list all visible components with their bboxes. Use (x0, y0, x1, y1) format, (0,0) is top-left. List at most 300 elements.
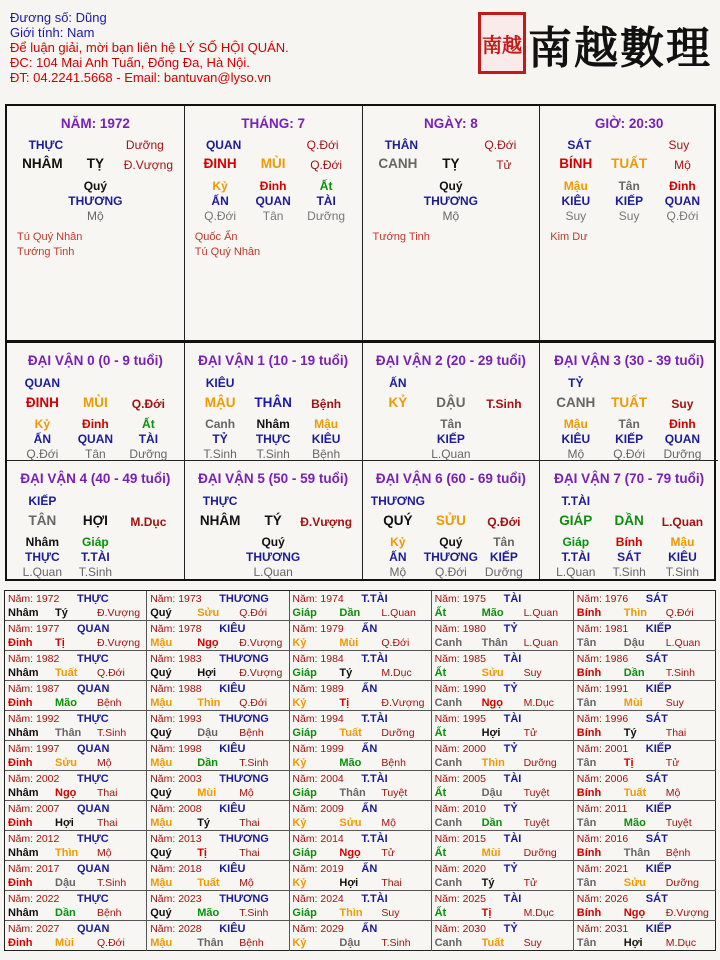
year-ten-god: T.TÀI (361, 893, 388, 905)
year-cell (289, 711, 431, 741)
year-ten-god: KIẾP (645, 803, 672, 815)
year-label: Năm: 2022 (8, 893, 60, 905)
hidden-phase: Dưỡng (307, 209, 346, 223)
year-label: Năm: 1986 (576, 653, 629, 665)
year-label: Năm: 2011 (576, 803, 628, 815)
year-stem: Kỷ (292, 817, 307, 829)
year-ten-god: TÀI (503, 653, 522, 665)
year-branch: Mão (339, 757, 362, 769)
dai-van-title: ĐẠI VẬN 2 (20 - 29 tuổi) (375, 353, 526, 368)
year-ten-god: SÁT (645, 833, 668, 845)
pillar-phase: Q.Đới (484, 138, 517, 152)
year-cell (147, 891, 289, 921)
year-stem: Tân (576, 637, 597, 649)
year-ten-god: ẤN (361, 623, 378, 635)
hidden-ten-god: TÀI (316, 194, 336, 208)
year-label: Năm: 1989 (292, 683, 344, 695)
year-branch: Hợi (55, 817, 74, 829)
year-stem: Giáp (292, 787, 317, 799)
hidden-phase: Dưỡng (663, 447, 702, 461)
year-cell (574, 681, 716, 711)
year-branch: Mùi (55, 937, 74, 949)
hidden-stem: Tân (618, 417, 640, 431)
year-phase: Bệnh (381, 757, 406, 769)
year-phase: Mộ (239, 877, 254, 889)
dai-van-stem: QUÝ (383, 513, 413, 528)
year-branch: Dậu (481, 787, 503, 799)
year-ten-god: KIÊU (219, 923, 246, 935)
hidden-ten-god: KIẾP (436, 432, 465, 446)
year-branch: Mùi (197, 787, 217, 799)
year-ten-god: QUAN (77, 623, 110, 635)
hidden-ten-god: KIÊU (561, 432, 591, 446)
year-cell (5, 771, 147, 801)
year-branch: Ngọ (481, 697, 503, 709)
hidden-ten-god: KIÊU (561, 194, 591, 208)
dai-van-branch: HỢI (82, 513, 108, 528)
year-cell (574, 771, 716, 801)
pillar-stem: NHÂM (22, 156, 63, 171)
dai-van-stem: ĐINH (25, 395, 59, 410)
year-phase: Suy (381, 907, 400, 919)
year-stem: Canh (434, 697, 463, 709)
year-label: Năm: 1973 (150, 593, 202, 605)
year-branch: Tị (623, 757, 634, 769)
year-stem: Quý (150, 727, 172, 739)
year-branch: Hợi (197, 667, 217, 679)
year-ten-god: KIẾP (645, 743, 672, 755)
year-branch: Tị (339, 697, 350, 709)
year-cell (147, 831, 289, 861)
year-branch: Hợi (623, 937, 643, 949)
year-ten-god: KIẾP (645, 923, 672, 935)
year-ten-god: KIÊU (219, 683, 246, 695)
year-stem: Đinh (8, 697, 33, 709)
year-cell (432, 711, 574, 741)
year-cell (5, 831, 147, 861)
hidden-phase: L.Quan (253, 565, 293, 579)
year-cell (5, 711, 147, 741)
dai-van-ten-god: KIÊU (205, 376, 235, 390)
year-branch: Tuất (623, 787, 647, 799)
hidden-ten-god: SÁT (617, 550, 642, 564)
year-ten-god: QUAN (77, 743, 110, 755)
hidden-ten-god: KIẾP (615, 432, 644, 446)
hidden-phase: T.Sinh (256, 447, 290, 461)
year-cell (289, 861, 431, 891)
hidden-phase: Mộ (442, 209, 460, 223)
hidden-ten-god: KIÊU (311, 432, 341, 446)
year-cell (432, 591, 574, 621)
year-stem: Canh (434, 937, 463, 949)
year-cell (5, 891, 147, 921)
hidden-ten-god: QUAN (77, 432, 114, 446)
year-ten-god: THỰC (77, 653, 109, 665)
year-ten-god: SÁT (645, 713, 668, 725)
year-ten-god: TỶ (503, 863, 518, 875)
hidden-stem: Mậu (314, 417, 339, 431)
year-ten-god: ẤN (361, 923, 378, 935)
year-label: Năm: 1992 (8, 713, 60, 725)
year-branch: Mão (481, 607, 504, 619)
year-label: Năm: 2008 (150, 803, 202, 815)
year-ten-god: KIÊU (219, 803, 246, 815)
year-ten-god: THỰC (77, 593, 109, 605)
hidden-phase: Q.Đới (666, 209, 699, 223)
hidden-ten-god: KIẾP (615, 194, 644, 208)
pillar-stem-phase: Mộ (674, 158, 691, 172)
dai-van-branch: DẦN (614, 513, 644, 528)
year-phase: Mộ (97, 847, 112, 859)
year-phase: L.Quan (665, 637, 701, 649)
year-branch: Dậu (339, 937, 361, 949)
year-cell (432, 921, 574, 951)
year-label: Năm: 2029 (292, 923, 344, 935)
year-phase: Dưỡng (665, 877, 699, 889)
year-cell (289, 741, 431, 771)
year-label: Năm: 2027 (8, 923, 60, 935)
year-cell (574, 891, 716, 921)
year-branch: Tị (481, 907, 492, 919)
dai-van-ten-god: ẤN (389, 376, 407, 390)
year-stem: Canh (434, 757, 463, 769)
year-label: Năm: 2002 (8, 773, 60, 785)
year-phase: T.Sinh (239, 907, 269, 919)
year-ten-god: THỰC (77, 833, 109, 845)
year-cell (574, 861, 716, 891)
four-pillars-grid (5, 104, 716, 342)
year-label: Năm: 1990 (434, 683, 486, 695)
year-branch: Thìn (339, 907, 363, 919)
year-stem: Kỷ (292, 877, 307, 889)
pillar-ten-god: THỰC (28, 138, 64, 152)
year-phase: L.Quan (523, 637, 559, 649)
hidden-phase: Dưỡng (484, 565, 523, 579)
year-phase: Tuyệt (523, 787, 550, 799)
year-stem: Bính (576, 607, 602, 619)
year-phase: Tuyệt (665, 817, 692, 829)
gender-value: Nam (66, 25, 95, 40)
year-stem: Bính (576, 727, 602, 739)
year-ten-god: THỰC (77, 893, 109, 905)
year-stem: Giáp (292, 607, 317, 619)
year-stem: Bính (576, 907, 602, 919)
year-phase: Dưỡng (381, 727, 415, 739)
year-stem: Tân (576, 697, 597, 709)
hidden-ten-god: QUAN (664, 432, 701, 446)
year-phase: Suy (523, 937, 542, 949)
hidden-phase: Q.Đới (434, 565, 467, 579)
dai-van-stem: TÂN (28, 513, 57, 528)
pillar-title: GIỜ: 20:30 (594, 116, 664, 131)
pillar-phase: Q.Đới (306, 138, 339, 152)
dai-van-cell (7, 343, 185, 461)
dai-van-branch: SỬU (435, 513, 466, 528)
year-cell (147, 591, 289, 621)
year-label: Năm: 1978 (150, 623, 202, 635)
year-phase: Bệnh (239, 937, 264, 949)
year-phase: Bệnh (665, 847, 691, 859)
year-branch: Hợi (481, 727, 501, 739)
year-ten-god: TÀI (503, 893, 522, 905)
year-label: Năm: 1995 (434, 713, 486, 725)
year-ten-god: TỶ (503, 803, 518, 815)
hidden-stem: Canh (205, 417, 236, 431)
year-label: Năm: 2014 (292, 833, 344, 845)
year-cell (574, 591, 716, 621)
year-branch: Hợi (339, 877, 359, 889)
year-ten-god: KIÊU (219, 623, 246, 635)
hidden-phase: Suy (565, 209, 587, 223)
year-label: Năm: 1982 (8, 653, 60, 665)
dai-van-ten-god: QUAN (24, 376, 61, 390)
year-phase: Tử (665, 757, 680, 769)
year-stem: Ất (434, 607, 447, 619)
hidden-phase: Q.Đới (26, 447, 59, 461)
year-label: Năm: 2019 (292, 863, 344, 875)
year-branch: Thân (623, 847, 651, 859)
dai-van-ten-god: THỰC (202, 494, 238, 508)
hidden-phase: Mộ (567, 447, 585, 461)
year-label: Năm: 1976 (576, 593, 629, 605)
year-phase: T.Sinh (97, 727, 127, 739)
hidden-phase: Dưỡng (129, 447, 168, 461)
year-stem: Bính (576, 667, 602, 679)
hidden-stem: Quý (439, 535, 463, 549)
year-phase: Suy (665, 697, 684, 709)
year-phase: Bệnh (97, 697, 122, 709)
year-label: Năm: 2021 (576, 863, 629, 875)
year-stem: Bính (576, 847, 602, 859)
year-label: Năm: 1996 (576, 713, 629, 725)
year-branch: Thìn (481, 757, 505, 769)
year-label: Năm: 2016 (576, 833, 629, 845)
dai-van-phase: Q.Đới (131, 397, 165, 411)
year-ten-god: KIÊU (219, 743, 246, 755)
year-branch: Sửu (623, 877, 646, 889)
year-label: Năm: 1999 (292, 743, 344, 755)
dai-van-branch: THÂN (254, 395, 292, 410)
hidden-stem: Đinh (669, 417, 696, 431)
year-stem: Mậu (150, 697, 173, 709)
year-stem: Nhâm (8, 607, 39, 619)
dai-van-branch: MÙI (83, 395, 108, 410)
dai-van-title: ĐẠI VẬN 7 (70 - 79 tuổi) (554, 471, 705, 486)
dai-van-cell (363, 461, 541, 579)
year-cell (432, 891, 574, 921)
year-cell (147, 801, 289, 831)
year-stem: Ất (434, 667, 447, 679)
star-name: Tú Quý Nhân (194, 246, 261, 258)
pillar-phase: Suy (668, 138, 690, 152)
year-label: Năm: 1987 (8, 683, 60, 695)
dai-van-branch: DẬU (436, 395, 466, 410)
year-phase: Đ.Vượng (97, 607, 141, 619)
year-stem: Quý (150, 667, 172, 679)
year-phase: Bệnh (239, 727, 264, 739)
hidden-phase: T.Sinh (612, 565, 646, 579)
year-stem: Bính (576, 787, 602, 799)
year-label: Năm: 2018 (150, 863, 202, 875)
dai-van-phase: Suy (671, 397, 694, 411)
year-cell (5, 741, 147, 771)
year-ten-god: KIẾP (645, 863, 672, 875)
hidden-stem: Mậu (563, 417, 588, 431)
year-cell (5, 591, 147, 621)
hidden-ten-god: TÀI (138, 432, 159, 446)
year-branch: Dần (55, 907, 76, 919)
year-ten-god: THƯƠNG (219, 713, 269, 725)
dai-van-stem: MẬU (204, 395, 236, 410)
contact-line: Để luận giải, mời bạn liên hệ LÝ SỐ HỘI QUÁN. (10, 40, 289, 55)
year-stem: Nhâm (8, 667, 39, 679)
hidden-stem: Mậu (563, 179, 588, 193)
year-label: Năm: 2031 (576, 923, 629, 935)
year-stem: Đinh (8, 757, 33, 769)
year-phase: T.Sinh (381, 937, 411, 949)
hidden-ten-god: TỶ (212, 432, 228, 446)
year-ten-god: SÁT (645, 893, 668, 905)
hidden-ten-god: THƯƠNG (246, 550, 301, 564)
year-ten-god: SÁT (645, 653, 668, 665)
year-phase: Q.Đới (97, 937, 125, 949)
year-branch: Mão (197, 907, 220, 919)
year-phase: M.Dục (523, 697, 554, 709)
year-branch: Thân (339, 787, 366, 799)
dai-van-cell (540, 343, 718, 461)
hidden-ten-god: THỰC (255, 432, 291, 446)
year-phase: T.Sinh (97, 877, 127, 889)
year-ten-god: KIẾP (645, 683, 672, 695)
year-branch: Tý (481, 877, 495, 889)
year-label: Năm: 2024 (292, 893, 344, 905)
year-branch: Dậu (197, 727, 218, 739)
pillar-title: NGÀY: 8 (423, 116, 478, 131)
star-name: Kim Dư (550, 231, 588, 243)
year-phase: Q.Đới (381, 637, 410, 649)
year-stem: Tân (576, 757, 597, 769)
year-stem: Quý (150, 607, 172, 619)
year-label: Năm: 2009 (292, 803, 344, 815)
hidden-ten-god: QUAN (664, 194, 701, 208)
year-branch: Thìn (623, 607, 648, 619)
year-label: Năm: 2025 (434, 893, 486, 905)
year-stem: Mậu (150, 937, 173, 949)
address-line: ĐC: 104 Mai Anh Tuấn, Đống Đa, Hà Nội. (10, 55, 250, 70)
hidden-stem: Nhâm (25, 535, 60, 549)
year-ten-god: TÀI (503, 773, 522, 785)
year-branch: Mão (55, 697, 77, 709)
year-phase: Đ.Vượng (239, 637, 283, 649)
year-cell (147, 741, 289, 771)
year-phase: Đ.Vượng (239, 667, 283, 679)
year-branch: Sửu (197, 607, 220, 619)
phone-email-line: ĐT: 04.2241.5668 - Email: bantuvan@lyso.vn (10, 70, 272, 85)
year-stem: Mậu (150, 877, 173, 889)
hidden-ten-god: ẤN (211, 194, 229, 208)
year-phase: Tử (523, 727, 538, 739)
year-cell (289, 621, 431, 651)
dai-van-ten-god: KIẾP (28, 494, 57, 508)
pillar-ten-god: THÂN (384, 138, 419, 152)
year-phase: Suy (523, 667, 542, 679)
pillar-stem-phase: Q.Đới (310, 158, 343, 172)
year-phase: Thai (381, 877, 402, 889)
year-label: Năm: 2004 (292, 773, 344, 785)
year-ten-god: TỶ (503, 623, 518, 635)
year-cell (432, 831, 574, 861)
year-branch: Mão (623, 817, 646, 829)
pillar-stem-phase: Đ.Vượng (123, 158, 174, 172)
dai-van-cell (363, 343, 541, 461)
year-stem: Quý (150, 907, 172, 919)
year-stem: Nhâm (8, 727, 39, 739)
hidden-stem: Đinh (669, 179, 696, 193)
year-phase: Tử (381, 847, 395, 859)
year-label: Năm: 1988 (150, 683, 202, 695)
pillar-stem-phase: Tử (496, 158, 512, 172)
year-branch: Dần (623, 667, 645, 679)
hidden-stem: Giáp (562, 535, 590, 549)
hidden-stem: Mậu (670, 535, 695, 549)
year-phase: Thai (97, 787, 118, 799)
year-label: Năm: 1983 (150, 653, 202, 665)
year-stem: Đinh (8, 877, 33, 889)
year-ten-god: T.TÀI (361, 713, 388, 725)
year-cell (574, 711, 716, 741)
year-label: Năm: 2007 (8, 803, 60, 815)
dai-van-stem: NHÂM (199, 513, 241, 528)
year-cell (147, 771, 289, 801)
year-stem: Mậu (150, 637, 173, 649)
year-ten-god: T.TÀI (361, 593, 388, 605)
year-ten-god: ẤN (361, 683, 378, 695)
hidden-phase: Tân (262, 209, 284, 223)
year-branch: Sửu (339, 817, 362, 829)
year-cell (5, 651, 147, 681)
year-cell (289, 681, 431, 711)
hidden-phase: Mộ (389, 565, 407, 579)
year-phase: Q.Đới (665, 607, 694, 619)
year-label: Năm: 1974 (292, 593, 344, 605)
hidden-ten-god: ẤN (389, 550, 407, 564)
dai-van-stem: KỶ (388, 395, 408, 410)
star-name: Tướng Tinh (17, 246, 75, 258)
hidden-stem: Tân (440, 417, 462, 431)
year-branch: Ngọ (197, 637, 219, 649)
year-branch: Dậu (55, 877, 76, 889)
year-phase: Q.Đới (97, 667, 125, 679)
year-phase: Tuyệt (381, 787, 408, 799)
year-ten-god: TÀI (503, 833, 522, 845)
year-branch: Tý (623, 727, 637, 739)
pillar-title: THÁNG: 7 (241, 116, 305, 131)
year-ten-god: QUAN (77, 863, 110, 875)
year-cell (574, 921, 716, 951)
hidden-stem: Nhâm (256, 417, 290, 431)
year-branch: Tuất (339, 727, 362, 739)
pillar-stem: BÍNH (559, 156, 593, 171)
year-phase: Thai (97, 817, 118, 829)
year-cell (574, 651, 716, 681)
hidden-phase: L.Quan (22, 565, 63, 579)
year-label: Năm: 1994 (292, 713, 344, 725)
hidden-ten-god: KIÊU (668, 550, 697, 564)
year-phase: Đ.Vượng (381, 697, 425, 709)
hidden-ten-god: THƯƠNG (68, 194, 123, 208)
year-cell (289, 651, 431, 681)
year-phase: M.Dục (665, 937, 697, 949)
